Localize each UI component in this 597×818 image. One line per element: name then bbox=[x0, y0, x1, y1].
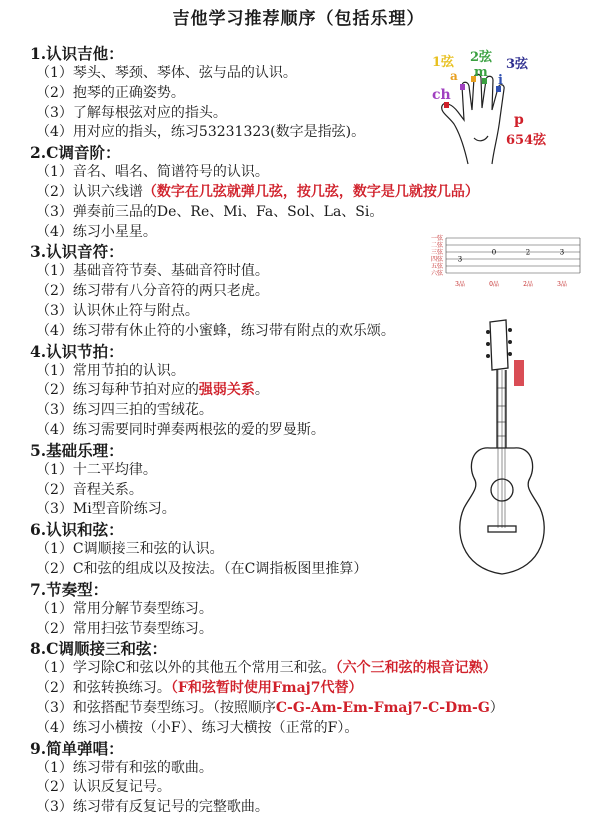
section-heading: 2.C调音阶： bbox=[30, 143, 121, 163]
tab-string-name: 四弦 bbox=[431, 256, 444, 263]
list-item bbox=[36, 679, 590, 699]
item-text: （1）十二平均律。 bbox=[36, 461, 157, 478]
list-item bbox=[36, 759, 590, 779]
list-item bbox=[36, 600, 590, 620]
section-heading: 4.认识节拍： bbox=[30, 341, 124, 361]
tab-string-name: 五弦 bbox=[431, 263, 444, 270]
label-s1: 1弦 bbox=[432, 55, 455, 70]
tab-fret-label: 2品 bbox=[523, 281, 533, 288]
hand-finger-diagram bbox=[430, 46, 590, 166]
list-item bbox=[36, 798, 590, 818]
hand-outline-icon bbox=[442, 74, 504, 164]
label-ch: ch bbox=[432, 87, 451, 103]
item-text: （2）认识六线谱 bbox=[36, 183, 143, 200]
tab-string-name: 六弦 bbox=[431, 270, 444, 277]
list-item bbox=[36, 719, 590, 739]
item-text: （2）认识反复记号。 bbox=[36, 779, 171, 796]
label-p: p bbox=[514, 112, 524, 128]
list-item bbox=[36, 183, 590, 203]
item-text: （2）练习带有八分音符的两只老虎。 bbox=[36, 283, 269, 300]
guitar-illustration-icon bbox=[450, 318, 560, 583]
tab-fret-label: 3品 bbox=[455, 281, 465, 288]
tab-fret-label: 3品 bbox=[557, 281, 567, 288]
item-text: （3）练习带有反复记号的完整歌曲。 bbox=[36, 799, 269, 816]
label-s3: 3弦 bbox=[506, 57, 529, 72]
item-text: （4）练习小横按（小F）、练习大横按（正常的F）。 bbox=[36, 719, 359, 736]
tab-string-name: 三弦 bbox=[431, 249, 444, 256]
tab-note: 0 bbox=[491, 248, 497, 257]
label-s654: 654弦 bbox=[506, 133, 547, 148]
item-highlight: 强弱关系 bbox=[198, 382, 255, 399]
label-s2: 2弦 bbox=[470, 50, 493, 65]
pinky-tip-icon bbox=[460, 84, 465, 90]
item-text: （2）C和弦的组成以及按法。（在C调指板图里推算） bbox=[36, 560, 368, 577]
item-text: （1）音名、唱名、简谱符号的认识。 bbox=[36, 164, 269, 181]
tab-note: 3 bbox=[559, 248, 565, 257]
tablature-diagram bbox=[430, 230, 590, 290]
tab-string-name: 一弦 bbox=[431, 235, 444, 242]
list-item bbox=[36, 699, 590, 719]
list-item bbox=[36, 659, 590, 679]
item-text: （4）用对应的指头，练习53231323(数字是指弦)。 bbox=[36, 124, 366, 141]
tab-fret-label: 0品 bbox=[489, 281, 499, 288]
section-heading: 9.简单弹唱： bbox=[30, 738, 124, 758]
section-heading: 8.C调顺接三和弦： bbox=[30, 639, 168, 659]
item-text: （3）和弦搭配节奏型练习。（按照顺序 bbox=[36, 699, 276, 716]
section-heading: 6.认识和弦： bbox=[30, 520, 124, 540]
item-text: （1）常用节拍的认识。 bbox=[36, 362, 185, 379]
item-text: （2）音程关系。 bbox=[36, 481, 143, 498]
item-text: （2）和弦转换练习。 bbox=[36, 680, 171, 697]
item-suffix: 。 bbox=[254, 382, 269, 399]
item-text: （1）C调顺接三和弦的认识。 bbox=[36, 541, 224, 558]
item-text: （1）常用分解节奏型练习。 bbox=[36, 600, 213, 617]
list-item bbox=[36, 778, 590, 798]
section-heading: 5.基础乐理： bbox=[30, 440, 124, 460]
section-heading: 7.节奏型： bbox=[30, 579, 109, 599]
item-text: （4）练习需要同时弹奏两根弦的爱的罗曼斯。 bbox=[36, 421, 325, 438]
list-item bbox=[36, 163, 590, 183]
label-i: i bbox=[498, 73, 503, 88]
tab-note: 3 bbox=[457, 255, 463, 264]
item-text: （3）练习四三拍的雪绒花。 bbox=[36, 402, 213, 419]
item-text: （1）琴头、琴颈、琴体、弦与品的认识。 bbox=[36, 65, 297, 81]
item-text: （4）练习小星星。 bbox=[36, 223, 157, 240]
list-item bbox=[36, 203, 590, 223]
tab-note: 2 bbox=[525, 248, 531, 257]
section-8 bbox=[30, 639, 590, 738]
tab-string-name: 二弦 bbox=[431, 242, 444, 249]
label-m: m bbox=[474, 65, 488, 80]
list-item bbox=[36, 620, 590, 640]
page-title: 吉他学习推荐顺序（包括乐理） bbox=[172, 9, 425, 29]
item-text: （3）Mi型音阶练习。 bbox=[36, 501, 176, 518]
section-heading: 3.认识音符： bbox=[30, 242, 124, 262]
item-highlight: C-G-Am-Em-Fmaj7-C-Dm-G bbox=[275, 699, 490, 716]
section-heading: 1.认识吉他： bbox=[30, 44, 124, 63]
section-7 bbox=[30, 580, 590, 640]
item-text: （2）常用扫弦节奏型练习。 bbox=[36, 620, 213, 637]
item-text: （1）学习除C和弦以外的其他五个常用三和弦。 bbox=[36, 660, 336, 677]
label-a: a bbox=[450, 69, 458, 83]
item-text: （1）练习带有和弦的歌曲。 bbox=[36, 759, 213, 776]
item-suffix: ） bbox=[489, 699, 504, 716]
item-text: （2）抱琴的正确姿势。 bbox=[36, 84, 185, 101]
item-text: （3）认识休止符与附点。 bbox=[36, 302, 199, 319]
item-text: （3）弹奏前三品的De、Re、Mi、Fa、Sol、La、Si。 bbox=[36, 203, 384, 220]
item-highlight: （F和弦暂时使用Fmaj7代替） bbox=[170, 680, 363, 697]
item-text: （3）了解每根弦对应的指头。 bbox=[36, 104, 227, 121]
item-text: （4）练习带有休止符的小蜜蜂，练习带有附点的欢乐颂。 bbox=[36, 322, 395, 339]
item-text: （1）基础音符节奏、基础音符时值。 bbox=[36, 263, 269, 280]
item-text: （2）练习每种节拍对应的 bbox=[36, 382, 199, 399]
section-9 bbox=[30, 739, 590, 818]
item-highlight: （数字在几弦就弹几弦，按几弦，数字是几就按几品） bbox=[142, 183, 479, 200]
item-highlight: （六个三和弦的根音记熟） bbox=[335, 660, 497, 677]
